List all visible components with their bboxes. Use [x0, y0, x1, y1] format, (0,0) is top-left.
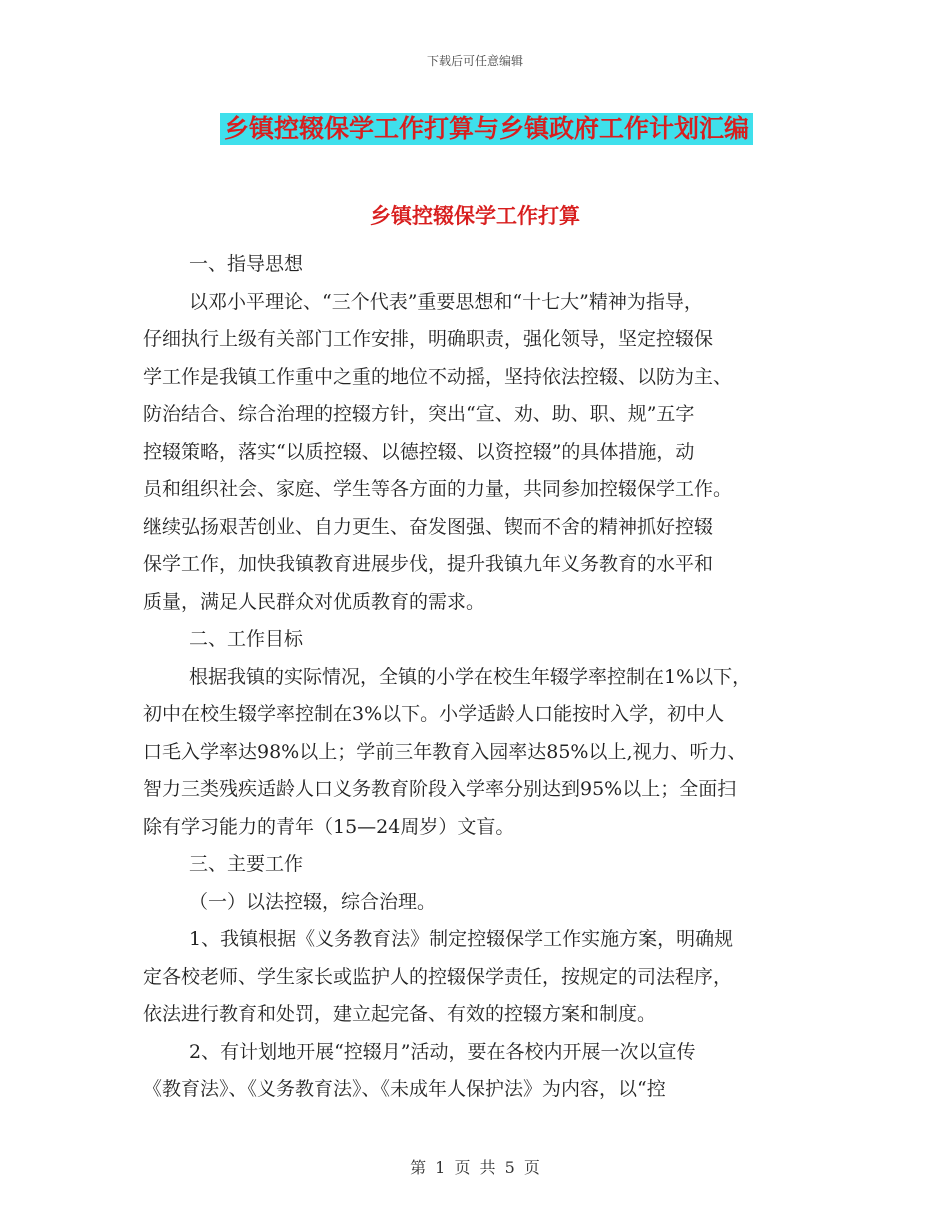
paragraph-line: 仔细执行上级有关部门工作安排，明确职责，强化领导，坚定控辍保: [143, 328, 714, 350]
paragraph-line: 学工作是我镇工作重中之重的地位不动摇，坚持依法控辍、以防为主、: [143, 365, 733, 388]
subheading-law-control: （一）以法控辍，综合治理。: [189, 890, 437, 913]
paragraph-line: 员和组织社会、家庭、学生等各方面的力量，共同参加控辍保学工作。: [143, 478, 733, 500]
paragraph-line: 初中在校生辍学率控制在3%以下。小学适龄人口能按时入学，初中人: [143, 703, 725, 725]
heading-main-work: 三、主要工作: [189, 853, 304, 875]
paragraph-line: 1、我镇根据《义务教育法》制定控辍保学工作实施方案，明确规: [189, 928, 734, 950]
header-note: 下载后可任意编辑: [426, 54, 523, 68]
heading-guiding-ideology: 一、指导思想: [189, 253, 304, 275]
paragraph-line: 除有学习能力的青年（15—24周岁）文盲。: [143, 815, 515, 838]
paragraph-line: 控辍策略，落实“以质控辍、以德控辍、以资控辍”的具体措施，动: [143, 440, 695, 463]
document-body: [143, 246, 811, 1109]
paragraph-line: 继续弘扬艰苦创业、自力更生、奋发图强、锲而不舍的精神抓好控辍: [143, 515, 714, 538]
paragraph-line: 根据我镇的实际情况，全镇的小学在校生年辍学率控制在1%以下，: [189, 665, 752, 688]
paragraph-line: 依法进行教育和处罚，建立起完备、有效的控辍方案和制度。: [143, 1003, 657, 1025]
heading-work-goals: 二、工作目标: [189, 628, 304, 650]
section-title: 乡镇控辍保学工作打算: [370, 204, 580, 228]
paragraph-line: 定各校老师、学生家长或监护人的控辍保学责任，按规定的司法程序，: [143, 965, 733, 988]
paragraph-line: 以邓小平理论、“三个代表”重要思想和“十七大”精神为指导，: [189, 290, 703, 313]
paragraph-line: 2、有计划地开展“控辍月”活动，要在各校内开展一次以宣传: [189, 1040, 696, 1063]
paragraph-line: 《教育法》、《义务教育法》、《未成年人保护法》为内容，以“控: [143, 1078, 666, 1100]
paragraph-line: 口毛入学率达98%以上；学前三年教育入园率达85%以上,视力、听力、: [143, 740, 747, 763]
document-title: 乡镇控辍保学工作打算与乡镇政府工作计划汇编: [220, 113, 753, 145]
paragraph-line: 保学工作，加快我镇教育进展步伐，提升我镇九年义务教育的水平和: [143, 553, 714, 575]
page-number: 第 1 页 共 5 页: [410, 1158, 540, 1177]
paragraph-line: 防治结合、综合治理的控辍方针，突出“宣、劝、助、职、规”五字: [143, 403, 695, 425]
paragraph-line: 智力三类残疾适龄人口义务教育阶段入学率分别达到95%以上；全面扫: [143, 778, 737, 800]
paragraph-line: 质量，满足人民群众对优质教育的需求。: [143, 590, 486, 613]
